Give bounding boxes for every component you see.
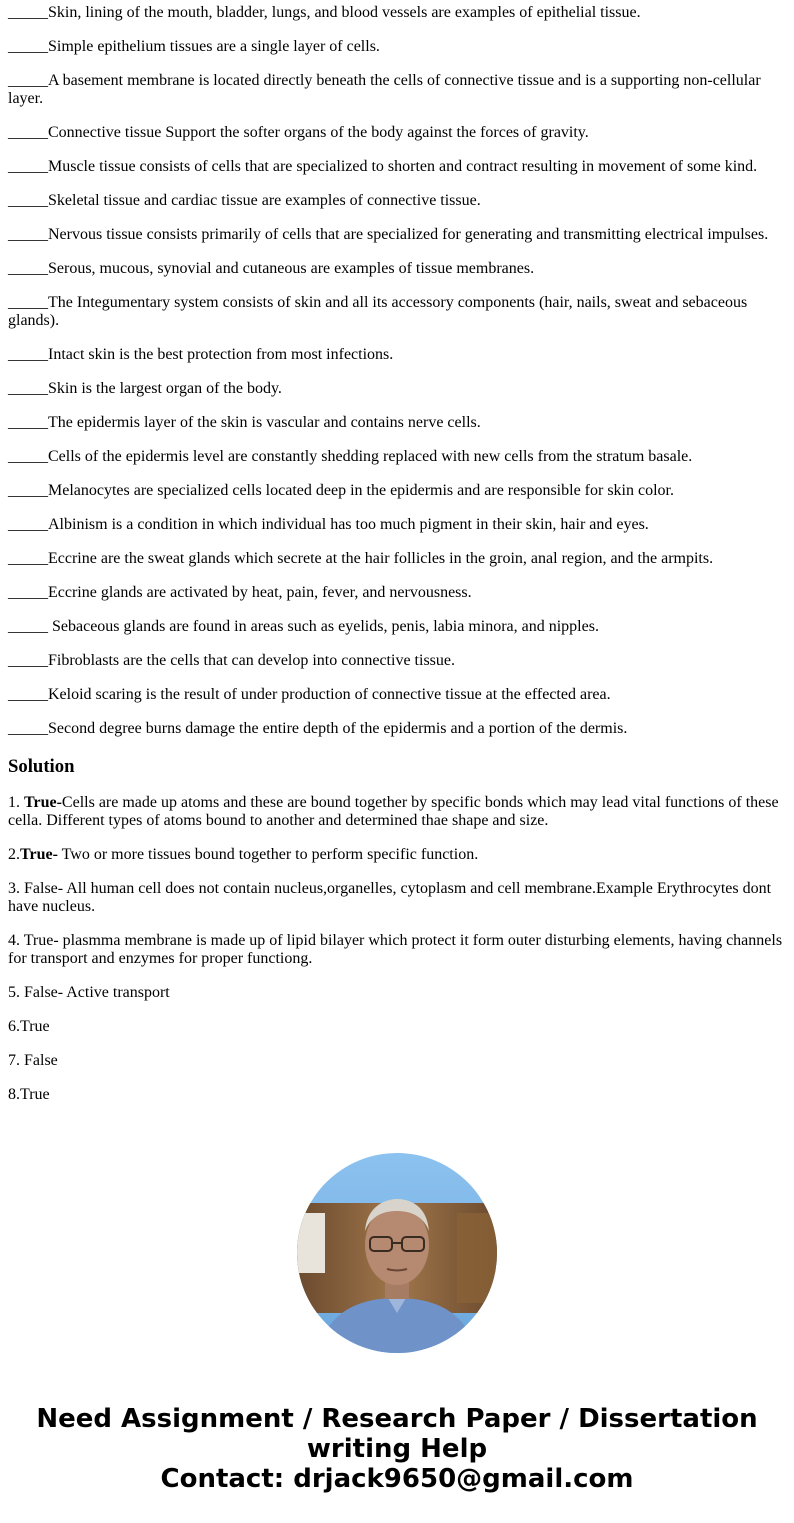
answer-item bbox=[8, 846, 786, 864]
question-item: _____Skin, lining of the mouth, bladder, lungs, and blood vessels are examples of epithelial tissue. bbox=[8, 4, 641, 21]
question-item: _____Simple epithelium tissues are a single layer of cells. bbox=[8, 38, 380, 55]
question-item: _____Skin is the largest organ of the body. bbox=[8, 380, 282, 397]
question-item: _____Melanocytes are specialized cells located deep in the epidermis and are responsible for skin color. bbox=[8, 482, 674, 499]
answer-item: 6.True bbox=[8, 1018, 50, 1035]
answer-text: Cells are made up atoms and these are bound together by specific bonds which may lead vital functions of these cella. Different types of atoms bound to another and determined thae shape and size. bbox=[8, 794, 779, 829]
photo-door bbox=[457, 1213, 497, 1303]
photo-switchboard bbox=[297, 1213, 325, 1273]
question-item: _____Keloid scaring is the result of under production of connective tissue at the effected area. bbox=[8, 686, 611, 703]
promo-line-1: Need Assignment / Research Paper / Dissertation bbox=[36, 1404, 758, 1434]
question-item: _____The epidermis layer of the skin is vascular and contains nerve cells. bbox=[8, 414, 481, 431]
answer-item: 5. False- Active transport bbox=[8, 984, 170, 1001]
question-item: _____Albinism is a condition in which individual has too much pigment in their skin, hair and eyes. bbox=[8, 516, 649, 533]
answer-item bbox=[8, 794, 786, 830]
answer-item: 3. False- All human cell does not contain nucleus,organelles, cytoplasm and cell membrane.Example Erythrocytes dont have nucleus. bbox=[8, 880, 772, 915]
question-item: _____Muscle tissue consists of cells that are specialized to shorten and contract resulting in movement of some kind. bbox=[8, 158, 758, 175]
author-avatar bbox=[297, 1153, 497, 1353]
answer-item: 8.True bbox=[8, 1086, 50, 1103]
answer-item: 4. True- plasmma membrane is made up of lipid bilayer which protect it form outer disturbing elements, having channels for transport and enzymes for proper functiong. bbox=[8, 932, 783, 967]
question-item: _____ Sebaceous glands are found in areas such as eyelids, penis, labia minora, and nipples. bbox=[8, 618, 599, 635]
question-item: _____Second degree burns damage the entire depth of the epidermis and a portion of the dermis. bbox=[8, 720, 628, 737]
question-item: _____Nervous tissue consists primarily of cells that are specialized for generating and transmitting electrical impulses. bbox=[8, 226, 769, 243]
document-body bbox=[8, 4, 786, 1120]
answer-number: 1. bbox=[8, 794, 24, 811]
answer-item: 7. False bbox=[8, 1052, 58, 1069]
question-item: _____Fibroblasts are the cells that can develop into connective tissue. bbox=[8, 652, 455, 669]
answer-number: 2. bbox=[8, 846, 20, 863]
question-item: _____The Integumentary system consists of skin and all its accessory components (hair, nails, sweat and sebaceous glands). bbox=[8, 294, 748, 329]
promo-contact: Contact: drjack9650@gmail.com bbox=[160, 1464, 634, 1494]
avatar-portrait bbox=[297, 1153, 497, 1353]
answer-verdict: True- bbox=[20, 846, 58, 863]
question-item: _____A basement membrane is located directly beneath the cells of connective tissue and is a supporting non-cellular layer. bbox=[8, 72, 761, 107]
question-item: _____Intact skin is the best protection from most infections. bbox=[8, 346, 394, 363]
question-item: _____Serous, mucous, synovial and cutaneous are examples of tissue membranes. bbox=[8, 260, 535, 277]
question-item: _____Cells of the epidermis level are constantly shedding replaced with new cells from the stratum basale. bbox=[8, 448, 693, 465]
question-item: _____Eccrine are the sweat glands which secrete at the hair follicles in the groin, anal region, and the armpits. bbox=[8, 550, 714, 567]
question-item: _____Connective tissue Support the softer organs of the body against the forces of gravity. bbox=[8, 124, 589, 141]
solution-heading: Solution bbox=[8, 756, 75, 777]
promo-banner bbox=[0, 1404, 794, 1494]
solution-answers bbox=[8, 794, 786, 1104]
question-list bbox=[8, 4, 786, 738]
question-item: _____Eccrine glands are activated by heat, pain, fever, and nervousness. bbox=[8, 584, 472, 601]
answer-text: Two or more tissues bound together to perform specific function. bbox=[57, 846, 479, 863]
answer-verdict: True- bbox=[24, 794, 62, 811]
promo-line-2: writing Help bbox=[306, 1434, 488, 1464]
question-item: _____Skeletal tissue and cardiac tissue are examples of connective tissue. bbox=[8, 192, 481, 209]
